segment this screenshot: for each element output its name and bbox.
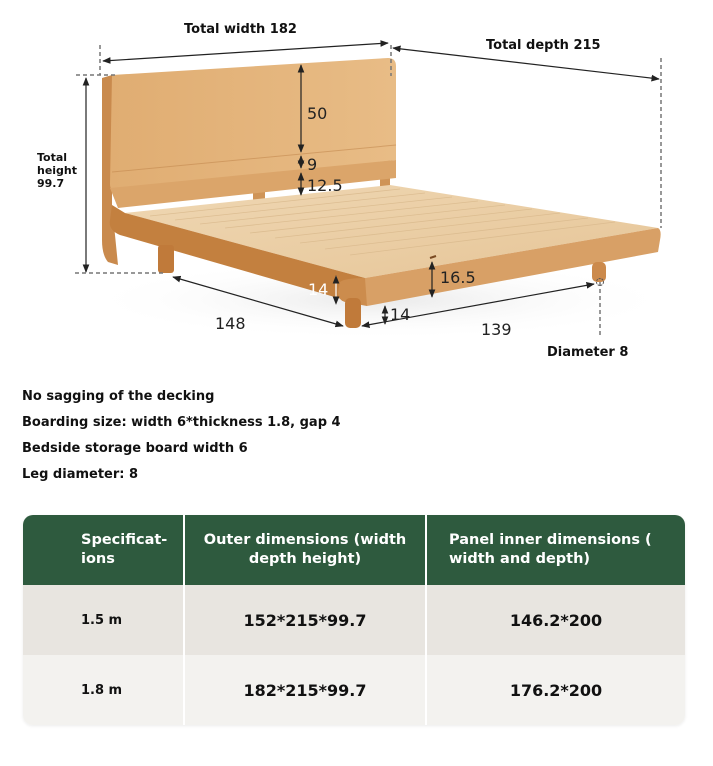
total-depth-label: Total depth 215 bbox=[486, 38, 601, 53]
total-width-label: Total width 182 bbox=[184, 22, 297, 37]
header-inner-dimensions: Panel inner dimensions ( width and depth) bbox=[426, 515, 685, 585]
front-rail-height-label: 14 bbox=[308, 280, 329, 299]
note-item: No sagging of the decking bbox=[22, 389, 215, 404]
feature-notes bbox=[22, 384, 341, 488]
headboard-height-label: 50 bbox=[307, 104, 328, 123]
leg-clearance-label: 14 bbox=[390, 305, 411, 324]
cell-outer: 152*215*99.7 bbox=[184, 585, 426, 655]
note-item: Leg diameter: 8 bbox=[22, 467, 139, 482]
table-row bbox=[23, 655, 685, 725]
cell-inner: 146.2*200 bbox=[426, 585, 685, 655]
leg-span-side-label: 139 bbox=[481, 320, 512, 339]
spec-table bbox=[23, 515, 685, 725]
cell-spec: 1.5 m bbox=[23, 585, 184, 655]
note-item: Boarding size: width 6*thickness 1.8, gap 4 bbox=[22, 415, 341, 430]
cell-inner: 176.2*200 bbox=[426, 655, 685, 725]
bed-illustration bbox=[0, 0, 713, 375]
table-row bbox=[23, 585, 685, 655]
note-item: Bedside storage board width 6 bbox=[22, 441, 248, 456]
total-height-label: Total height 99.7 bbox=[37, 151, 78, 190]
header-specifications: Specificat- ions bbox=[23, 515, 184, 585]
cell-spec: 1.8 m bbox=[23, 655, 184, 725]
headboard-post-label: 12.5 bbox=[307, 176, 343, 195]
headboard-gap-label: 9 bbox=[307, 155, 318, 174]
header-outer-dimensions: Outer dimensions (width depth height) bbox=[184, 515, 426, 585]
bed-dimension-diagram bbox=[0, 0, 713, 375]
leg-diameter-label: Diameter 8 bbox=[547, 345, 629, 360]
side-rail-height-label: 16.5 bbox=[440, 268, 476, 287]
cell-outer: 182*215*99.7 bbox=[184, 655, 426, 725]
leg-span-front-label: 148 bbox=[215, 314, 246, 333]
table-header-row bbox=[23, 515, 685, 585]
